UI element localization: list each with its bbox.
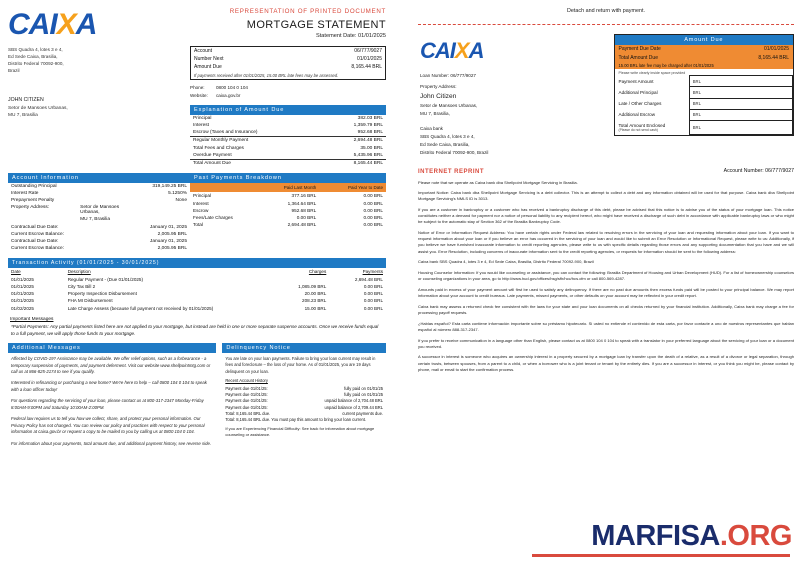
explanation-value: 8,165.44 BRL	[321, 159, 386, 167]
info-label: Interest Rate	[11, 190, 39, 196]
explanation-label: Total Fees and Charges	[193, 145, 244, 151]
txn-description: FHA MI Disbursement	[67, 298, 113, 304]
info-mid	[77, 183, 132, 190]
table-row	[8, 276, 386, 283]
address-line: Setor de Mansoes Urbanas,	[8, 105, 68, 111]
txn-payments: 0.00 BRL	[363, 298, 383, 304]
website-value[interactable]: caixa.gov.br	[216, 92, 241, 98]
pp-label: Interest	[193, 200, 209, 206]
column-header: Charges	[308, 269, 327, 275]
address-line: MU 7, Brasilia	[8, 113, 38, 119]
info-mid: Setor de Mansoes Urbanas,	[80, 205, 120, 216]
important-message-title: Important Messages	[10, 316, 54, 322]
table-row	[190, 144, 386, 151]
txn-charges: 20.00 BRL	[304, 291, 327, 297]
list-item	[225, 417, 383, 423]
table-row	[8, 190, 190, 197]
table-row	[8, 204, 190, 216]
caixa-logo	[8, 10, 96, 40]
table-row	[191, 72, 386, 80]
table-row	[8, 304, 386, 311]
address-line: SBS Quadra 4, lotes 3 e 4,	[8, 47, 63, 52]
explanation-table	[190, 115, 386, 167]
explanation-label: Principal	[193, 115, 212, 121]
important-message-body: *Partial Payments: Any partial payments listed here are not applied to your mortgage, but instead are held in one or more separate suspense accounts. Once we receive funds equal to a full payment, we will apply those funds to your mortgage.	[11, 323, 379, 336]
statement-right-column	[418, 8, 794, 377]
txn-date: 01/01/2025	[11, 283, 34, 289]
logo-letter-i: I	[49, 8, 57, 41]
website-label: Website:	[190, 92, 208, 98]
table-row	[615, 98, 793, 109]
pp-label: Escrow	[193, 207, 209, 213]
page-title: MORTGAGE STATEMENT	[246, 19, 386, 31]
delinquency-footer: If you are Experiencing Financial Difficulty: See back for information about mortgage counseling or assistance.	[225, 426, 375, 438]
address-line: Setor de Mansoes Urbanas,	[420, 102, 478, 108]
pp-last-month: 377.16 BRL	[291, 193, 317, 199]
column-header: Date	[11, 269, 21, 275]
coupon-logo-x: X	[454, 38, 469, 63]
table-row	[8, 216, 190, 223]
table-row	[8, 297, 386, 304]
column-header: Description	[67, 269, 91, 275]
table-row	[190, 159, 386, 167]
phone-label: Phone:	[190, 85, 205, 91]
statement-date: Statement Date: 01/01/2025	[316, 33, 386, 39]
logo-letter-x: X	[56, 8, 76, 41]
pp-ytd: 0.00 BRL	[363, 222, 383, 228]
info-mid	[77, 190, 132, 197]
table-row	[615, 120, 793, 134]
message-paragraph: For questions regarding the servicing of your loan, please contact us at 800-317-2347 Monday-Friday 8:00AM-9:00PM and Saturday 10:00AM-2:00PM.	[11, 398, 204, 410]
delinquency-section	[222, 343, 386, 451]
history-value: fully paid on 01/01/25	[344, 386, 383, 392]
table-row	[615, 76, 793, 87]
customer-name: JOHN CITIZEN	[8, 97, 44, 104]
info-label: Outstanding Principal	[11, 183, 57, 189]
reprint-account-label: Account Number:	[723, 167, 764, 174]
coupon-customer-name: John Citizen	[420, 92, 457, 100]
amount-due-title: Amount Due	[615, 35, 793, 45]
delinquency-title: Delinquency Notice	[222, 343, 386, 353]
table-row	[191, 47, 386, 56]
history-title: Recent Account History	[225, 378, 268, 384]
address-line: SBS Quadra 4, lotes 3 e 4,	[420, 134, 475, 140]
table-row	[190, 152, 386, 160]
info-value: None	[175, 198, 187, 204]
info-value: 319,149.25 BRL	[152, 183, 187, 189]
explanation-value: 952.68 BRL	[357, 130, 383, 136]
field-input[interactable]: BRL	[689, 120, 792, 134]
field-input[interactable]: BRL	[689, 87, 792, 98]
reprint-paragraph: Please note that we operate as Caixa bank dba Shellpoint Mortgage Servicing in Brasilia.	[418, 179, 578, 185]
field-sublabel: (Please do not send cash)	[618, 127, 658, 132]
coupon-label: Payment Due Date	[618, 46, 661, 53]
info-label: Contractual Due Date:	[11, 224, 59, 230]
coupon-value: 01/01/2025	[763, 46, 789, 53]
column-header: Payments	[362, 269, 383, 275]
company-address	[8, 46, 190, 74]
table-row	[190, 137, 386, 145]
info-value	[132, 216, 190, 223]
txn-charges: 208.23 BRL	[302, 298, 327, 304]
representation-label: REPRESENTATION OF PRINTED DOCUMENT	[229, 8, 386, 15]
logo-letter-a: A	[75, 8, 97, 41]
table-row	[190, 200, 386, 207]
table-row	[190, 192, 386, 199]
history-label: Total: 8,165.44 BRL due.	[225, 410, 271, 416]
table-row	[8, 290, 386, 297]
table-row	[8, 245, 190, 252]
customer-address	[8, 105, 190, 120]
table-row	[191, 63, 386, 71]
address-line: Ed Sede Caixa, Brasilia,	[420, 141, 470, 147]
payment-coupon	[418, 34, 794, 157]
info-value: 2,005.95 BRL	[157, 246, 187, 252]
txn-charges: 15.00 BRL	[304, 305, 327, 311]
reprint-paragraph: ¿Hablas español? Esta carta contiene información importante sobre su préstamo hipotecario. Si usted no entiende el contenido de esta carta, por favor contacte a uno de nuestros representantes que hablan español al número 888-317-2347.	[418, 320, 794, 332]
pp-label: Principal	[193, 193, 211, 199]
table-row	[8, 183, 190, 190]
account-information-title: Account Information	[8, 173, 190, 183]
txn-description: Property Inspection Disbursement	[67, 291, 137, 297]
acct-label: Account	[194, 48, 213, 55]
address-line: Caixa bank	[420, 126, 443, 132]
reprint-paragraph: Amounts paid in excess of your payment amount will first be used to satisfy any delinquency. If there are no past due amounts then excess funds paid will be posted to your principal balance. We may report information about your account to credit bureaus. Late payments, missed payments, or other defaults on your account may be reflected in your credit report.	[418, 286, 794, 299]
pp-label: Fees/Late Charges	[193, 215, 233, 221]
pp-ytd: 0.00 BRL	[363, 215, 383, 221]
history-label: Payment due 01/01/25:	[225, 398, 268, 404]
amount-due-table	[615, 45, 793, 69]
detach-instruction: Detach and return with payment.	[567, 8, 645, 14]
info-label: Current Escrow Balance:	[11, 231, 65, 237]
explanation-value: 1,359.79 BRL	[353, 122, 383, 128]
table-row	[615, 53, 793, 61]
info-value: January 01, 2025	[149, 239, 187, 245]
account-information-table	[8, 183, 190, 253]
acct-late-note: If payments received after 01/01/2025, 15.00 BRL late fees may be assessed.	[194, 72, 339, 78]
account-information-section	[8, 173, 190, 252]
coupon-logo-ca: CA	[420, 38, 450, 63]
reprint-paragraph: Housing Counselor Information: If you would like counseling or assistance, you can contact the following: Brasilia Department of Housing and Urban Development (HUD). For a list of homeownership counselors or counseling organizations in your area, go to http://www.hud.gov/offices/hsg/sfh/hcc/hcs.cfm or call 800-569-4287.	[418, 270, 794, 282]
history-value: current payments due.	[342, 410, 383, 416]
history-value: fully paid on 01/01/25	[344, 392, 383, 398]
additional-messages-body	[8, 353, 216, 447]
caixa-logo-coupon	[420, 40, 483, 62]
reprint-paragraph: Caixa bank may assess a returned check fee consistent with the laws for your state and your loan documents on all checks returned by your financial institution. Additionally, Caixa bank may charge a fee for processing payoff requests.	[418, 303, 794, 315]
coupon-label: Total Amount Due	[618, 54, 658, 61]
logo-text-ca: CA	[8, 8, 50, 41]
reprint-paragraph: If you are a customer in bankruptcy or a customer who has received a bankruptcy discharge of this debt, please be advised that this notice is to advise you of the status of your mortgage loan. This notice constitutes neither a demand for payment nor a notice of personal liability to any recipient hereof, who might have received a discharge of such debt in accordance with applicable bankruptcy laws or who might be subject to the automatic stay of Section 362 of the Brasilia Bankruptcy Code.	[418, 207, 794, 225]
info-label: Contractual Due Date:	[11, 239, 59, 245]
txn-charges	[273, 276, 330, 283]
reprint-body	[418, 180, 794, 373]
info-label: Property Address:	[11, 205, 50, 211]
acct-label: Amount Due	[194, 64, 222, 71]
field-input[interactable]: BRL	[689, 109, 792, 120]
past-payments-table	[190, 183, 386, 229]
pp-last-month: 952.68 BRL	[291, 207, 317, 213]
table-row	[615, 87, 793, 98]
watermark-text: MARFISA	[591, 520, 720, 552]
column-header	[190, 183, 257, 193]
coupon-clearly-note: Please write clearly inside space provided	[618, 71, 686, 76]
info-label: Current Escrow Balance:	[11, 246, 65, 252]
address-line: Distrito Federal 70092-900, Brazil	[420, 149, 489, 155]
message-paragraph: For information about your payments, total amount due, and additional payment history, see reverse side.	[11, 440, 212, 446]
explanation-value: 2,694.48 BRL	[321, 137, 386, 145]
history-label: Total: 8,165.44 BRL due. You must pay this amount to bring your loan current.	[225, 416, 367, 422]
additional-messages-section	[8, 343, 216, 451]
info-mid	[77, 245, 132, 252]
pp-ytd: 0.00 BRL	[363, 200, 383, 206]
column-header: Paid Year to Date	[347, 185, 383, 190]
txn-payments: 0.00 BRL	[363, 305, 383, 311]
explanation-section	[190, 105, 386, 167]
coupon-property-label: Property Address:	[420, 83, 457, 89]
txn-date: 01/01/2025	[11, 276, 34, 282]
acct-label: Number Next	[194, 56, 224, 63]
table-row	[190, 115, 386, 122]
table-row	[190, 207, 386, 214]
reprint-account-value: 06/777/9027	[765, 167, 794, 174]
reprint-paragraph: Caixa bank SBS Quadra 4, lotes 3 e 4, Ed Sede Caixa, Brasilia, Distrito Federal 70092-900, Brazil	[418, 259, 594, 265]
coupon-logo-i: I	[449, 38, 455, 63]
delinquency-intro: You are late on your loan payments. Failure to bring your loan current may result in fees and foreclosure – the loss of your home. As of 01/01/2025, you are 19 days delinquent on your loan.	[225, 355, 376, 374]
info-label	[8, 216, 77, 223]
reprint-paragraph: If you prefer to receive communication in a language other than English, please contact us at 0800 104 0 104 to speak with a translator in your preferred language about the servicing of your loan or a document you received.	[418, 337, 794, 349]
contact-info	[190, 84, 386, 99]
watermark	[591, 520, 792, 553]
customer-block	[8, 96, 190, 119]
explanation-label: Escrow (Taxes and Insurance)	[193, 130, 258, 136]
history-value: unpaid balance of 2,704.48 BRL	[324, 398, 383, 404]
field-input[interactable]: BRL	[689, 98, 792, 109]
table-row	[190, 129, 386, 137]
past-payments-section	[190, 173, 386, 228]
info-mid	[77, 231, 132, 238]
reprint-paragraph: Notice of Error or Information Request Address: You have certain rights under Federal law related to resolving errors in the servicing of your loan and requesting information about your loan. If you want to request information about your loan or if you believe an error has occurred in the servicing of your loan and would like to submit an Error Resolution or Informational Request, please write to us: Additionally, if you believe we have furnished inaccurate information to credit reporting agencies, please write to us with specific details regarding those errors and any supporting documentation that you have and we will assist you. Error Resolution, including concerns of inaccurate information sent to the credit reporting agencies, or requests for information should be sent to the following address:	[418, 230, 794, 254]
pp-last-month: 0.00 BRL	[296, 215, 317, 221]
address-line: MU 7, Brasilia,	[420, 110, 450, 116]
message-paragraph: Federal law requires us to tell you how we collect, share, and protect your personal information. Our Privacy Policy has not changed. You can review our policy and practices with respect to your personal information at caixa.gov.br or request a copy to be mailed to you by calling us at 0800 104 0 104.	[11, 416, 205, 435]
info-mid	[77, 224, 132, 231]
pp-ytd: 0.00 BRL	[363, 207, 383, 213]
explanation-value: 5,435.96 BRL	[353, 152, 383, 158]
coupon-loan-number-value: 06/777/9027	[450, 73, 476, 78]
table-row	[8, 197, 190, 204]
coupon-remit-address	[420, 125, 614, 156]
history-label: Payment due 01/01/25:	[225, 386, 268, 392]
table-row	[8, 283, 386, 290]
column-header: Paid Last Month	[283, 185, 317, 190]
address-line: Ed Sede Caixa, Brasilia,	[8, 54, 58, 60]
txn-date: 01/02/2025	[11, 305, 34, 311]
table-row	[8, 224, 190, 231]
explanation-label: Total Amount Due	[190, 159, 321, 167]
detach-dashed-line	[418, 24, 794, 25]
reprint-paragraph: A successor in interest is someone who acquires an ownership interest in a property secured by a mortgage loan by transfer upon the death of a relative, as a result of a divorce or legal separation, through certain trusts, between spouses, from a parent to a child, or when a borrower who is a joint tenant or tenant by the entirety dies. If you are a successor in interest, or you think you might be, please contact by phone, mail or email to start the confirmation process.	[418, 354, 794, 372]
txn-payments: 0.00 BRL	[363, 291, 383, 297]
txn-date: 01/01/2025	[11, 298, 34, 304]
coupon-late-note: 15.00 BRL late fee may be charged after 01/01/2025	[618, 62, 714, 68]
info-value: 5.1250%	[168, 190, 187, 196]
table-row	[190, 214, 386, 221]
acct-value: 06/777/9027	[354, 48, 382, 55]
transaction-activity-title: Transaction Activity (01/01/2025 - 30/01/2025)	[8, 258, 386, 268]
info-mid: MU 7, Brasilia	[80, 217, 111, 223]
recent-account-history	[222, 375, 386, 423]
table-row	[190, 221, 386, 228]
coupon-property-lines	[420, 102, 614, 118]
coupon-value: 8,165.44 BRL	[758, 54, 789, 61]
amount-due-box	[614, 34, 794, 136]
pp-ytd: 0.00 BRL	[363, 193, 383, 199]
transaction-activity-section	[8, 258, 386, 311]
explanation-value: 382.03 BRL	[357, 115, 383, 121]
info-mid	[77, 238, 132, 245]
info-label: Prepayment Penalty	[11, 198, 55, 204]
payment-fields-table	[615, 75, 793, 135]
table-row	[8, 238, 190, 245]
transaction-table	[8, 268, 386, 312]
txn-payments: 0.00 BRL	[363, 283, 383, 289]
address-line: Distrito Federal 70092-900,	[8, 61, 64, 67]
table-row	[8, 231, 190, 238]
address-line: Brazil	[8, 68, 20, 74]
watermark-suffix: .ORG	[719, 520, 792, 552]
txn-description: Regular Payment - (Due 01/01/2025)	[67, 276, 144, 282]
field-label: Additional Escrow	[618, 112, 656, 118]
coupon-loan-number	[420, 72, 614, 80]
table-row	[190, 122, 386, 129]
info-value	[132, 204, 190, 216]
history-value: unpaid balance of 2,709.44 BRL	[324, 404, 383, 410]
acct-value: 8,165.44 BRL	[351, 64, 382, 71]
reprint-paragraph: Important Notice: Caixa bank dba Shellpoint Mortgage Servicing is a debt collector. This is an attempt to collect a debt and any information obtained will be used for that purpose. Caixa bank dba Shellpoint Mortgage Servicing's NMLS ID is 3013.	[418, 190, 794, 202]
txn-description: City Tax Bill 2	[67, 283, 96, 289]
coupon-loan-number-label: Loan Number:	[420, 73, 450, 78]
history-label: Payment due 01/01/25:	[225, 392, 268, 398]
field-label: Late / Other Charges	[618, 101, 662, 107]
pp-last-month: 2,694.48 BRL	[287, 222, 317, 228]
txn-payments: 2,694.48 BRL	[354, 276, 383, 282]
explanation-label: Interest	[193, 122, 209, 128]
field-label: Additional Principal	[618, 89, 658, 95]
pp-label: Total	[193, 222, 203, 228]
message-paragraph: Interested in refinancing or purchasing a new home? We're here to help – call 0800 104 0 104 to speak with a loan officer today!	[11, 380, 207, 393]
table-row	[191, 55, 386, 63]
explanation-label: Regular Monthly Payment	[190, 137, 321, 145]
past-payments-title: Past Payments Breakdown	[190, 173, 386, 183]
coupon-logo-a: A	[468, 38, 484, 63]
explanation-title: Explanation of Amount Due	[190, 105, 386, 115]
history-label: Payment due 01/01/25:	[225, 404, 268, 410]
txn-description: Late Charge Assess (because full payment not received by 01/01/2025)	[67, 305, 214, 311]
field-label: Payment Amount	[618, 78, 654, 84]
watermark-underline	[532, 554, 790, 557]
txn-date: 01/01/2025	[11, 291, 34, 297]
phone-value: 0800 104 0 104	[216, 85, 248, 91]
pp-last-month: 1,364.64 BRL	[287, 200, 317, 206]
explanation-label: Overdue Payment	[193, 152, 232, 158]
field-input[interactable]: BRL	[689, 76, 792, 87]
statement-left-column	[8, 8, 386, 452]
internet-reprint-title: INTERNET REPRINT	[418, 168, 485, 175]
account-summary-box	[190, 46, 386, 80]
table-row	[615, 62, 793, 69]
txn-charges: 1,085.09 BRL	[298, 283, 327, 289]
message-paragraph: Affected by COVID-19? Assistance may be available. We offer relief options, such as a forbearance - a temporary suspension of payments, and payment deferment. Visit our website www.shellpointmtg.com or call us at 866-825-2174 to see if you qualify.	[11, 355, 211, 375]
info-value: January 01, 2025	[149, 224, 187, 230]
table-row	[615, 109, 793, 120]
info-value: 2,005.95 BRL	[157, 231, 187, 237]
additional-messages-title: Additional Messages	[8, 343, 216, 353]
explanation-value: 35.00 BRL	[360, 145, 383, 151]
table-row	[615, 45, 793, 53]
acct-value: 01/01/2025	[356, 56, 382, 63]
field-label: Total Amount Enclosed (Please do not send cash)	[615, 120, 690, 134]
info-mid	[77, 197, 132, 204]
